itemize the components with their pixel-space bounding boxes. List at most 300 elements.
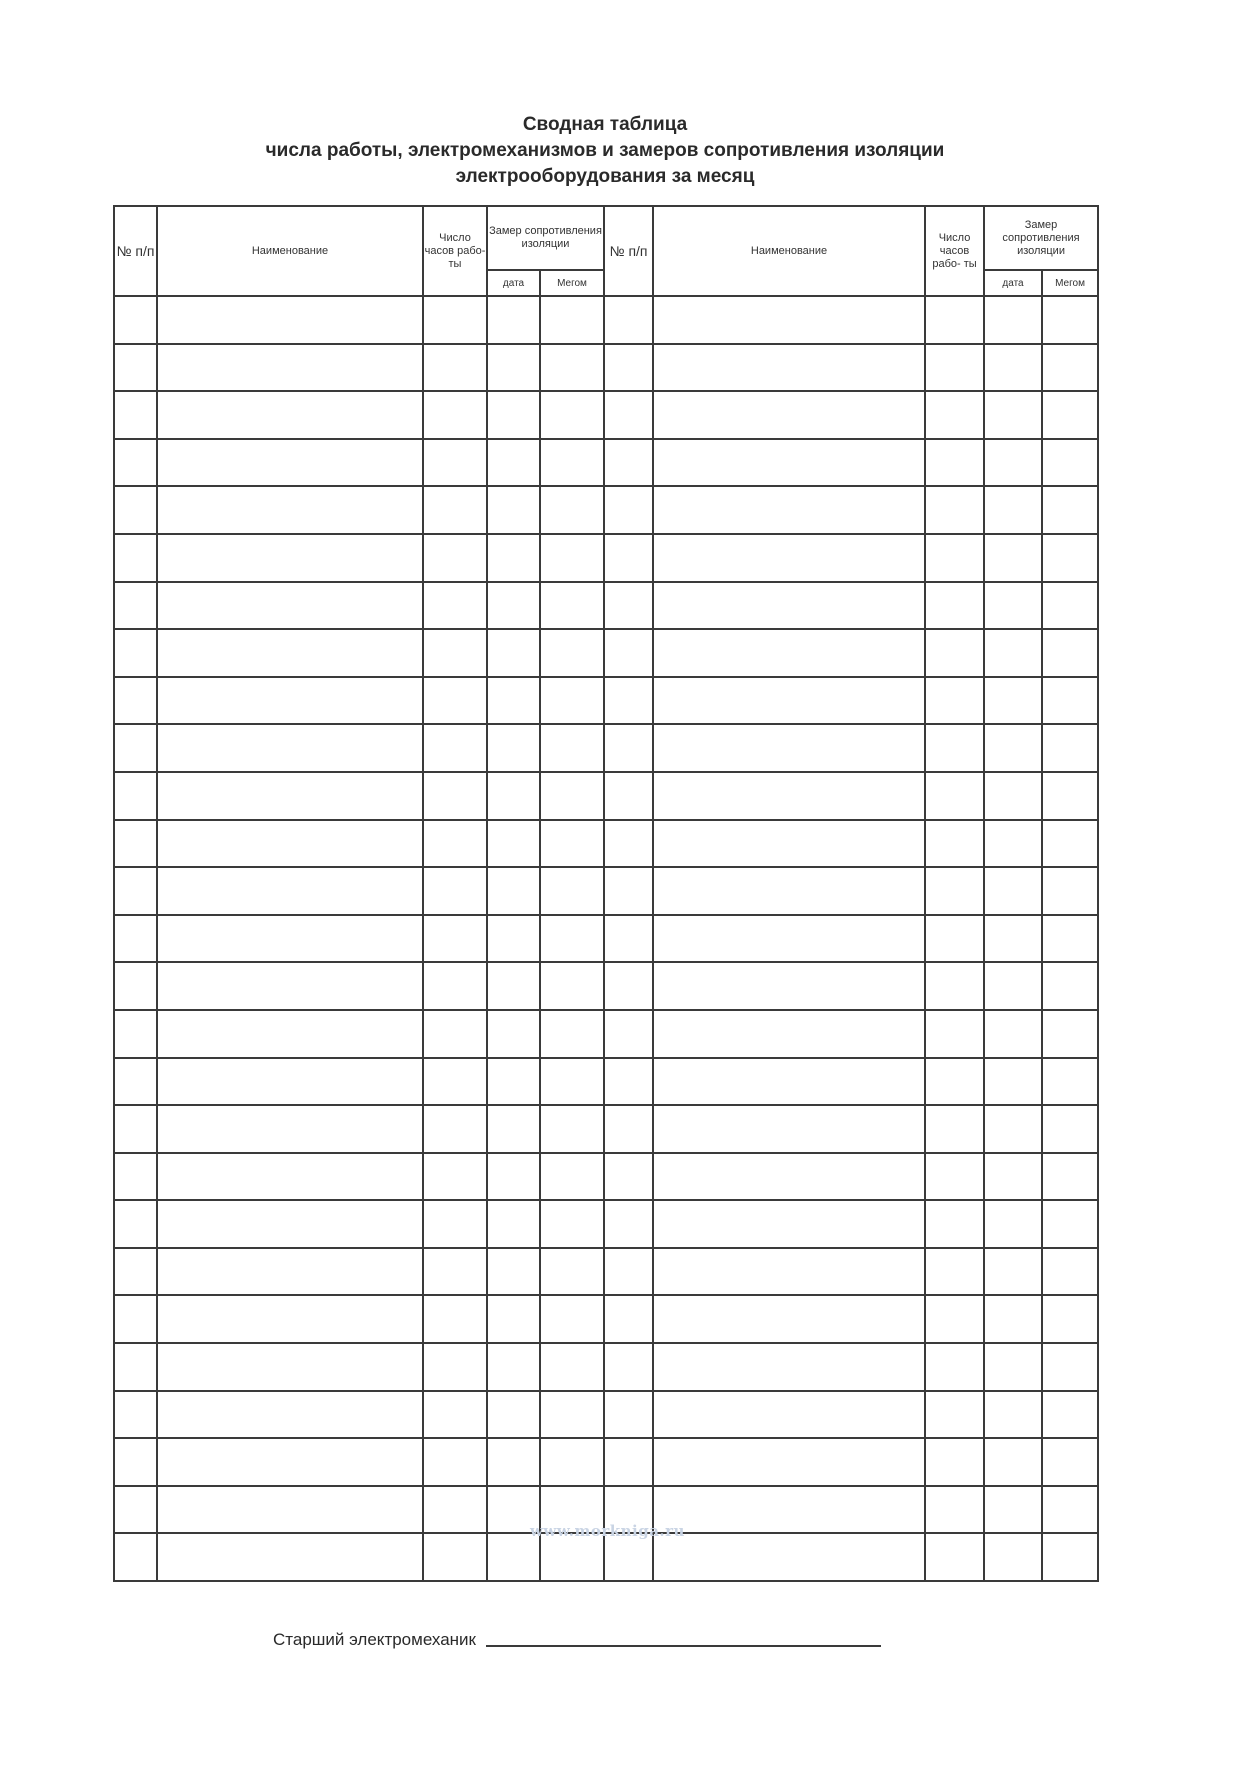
table-row [114, 962, 1098, 1010]
cell-date-left[interactable] [487, 867, 540, 915]
cell-date-left[interactable] [487, 1533, 540, 1581]
cell-megohm-right[interactable] [1042, 1200, 1098, 1248]
cell-megohm-right[interactable] [1042, 1153, 1098, 1201]
cell-megohm-left[interactable] [540, 1153, 604, 1201]
cell-hours-left[interactable] [423, 629, 487, 677]
cell-megohm-right[interactable] [1042, 1533, 1098, 1581]
cell-date-left[interactable] [487, 1295, 540, 1343]
cell-num-left[interactable] [114, 629, 157, 677]
cell-date-right[interactable] [984, 1295, 1042, 1343]
cell-date-left[interactable] [487, 1105, 540, 1153]
cell-date-right[interactable] [984, 1438, 1042, 1486]
cell-hours-left[interactable] [423, 677, 487, 725]
cell-date-left[interactable] [487, 1010, 540, 1058]
cell-date-right[interactable] [984, 1105, 1042, 1153]
cell-hours-right[interactable] [925, 1153, 984, 1201]
cell-name-left[interactable] [157, 867, 423, 915]
cell-date-left[interactable] [487, 772, 540, 820]
cell-name-left[interactable] [157, 1486, 423, 1534]
cell-name-left[interactable] [157, 1438, 423, 1486]
cell-date-left[interactable] [487, 962, 540, 1010]
cell-name-left[interactable] [157, 677, 423, 725]
cell-hours-left[interactable] [423, 1248, 487, 1296]
cell-name-left[interactable] [157, 344, 423, 392]
cell-name-right[interactable] [653, 391, 925, 439]
cell-date-left[interactable] [487, 296, 540, 344]
cell-name-right[interactable] [653, 1010, 925, 1058]
cell-num-right[interactable] [604, 772, 653, 820]
cell-name-right[interactable] [653, 1391, 925, 1439]
cell-hours-right[interactable] [925, 534, 984, 582]
cell-name-left[interactable] [157, 820, 423, 868]
cell-hours-left[interactable] [423, 1010, 487, 1058]
table-row [114, 1058, 1098, 1106]
cell-name-left[interactable] [157, 439, 423, 487]
cell-name-right[interactable] [653, 724, 925, 772]
cell-name-right[interactable] [653, 1200, 925, 1248]
cell-hours-left[interactable] [423, 1058, 487, 1106]
cell-megohm-right[interactable] [1042, 915, 1098, 963]
cell-date-left[interactable] [487, 439, 540, 487]
table-row [114, 820, 1098, 868]
cell-name-right[interactable] [653, 1533, 925, 1581]
cell-hours-left[interactable] [423, 962, 487, 1010]
cell-megohm-right[interactable] [1042, 391, 1098, 439]
title-line-2: числа работы, электромеханизмов и замеров сопротивления изоляции [265, 140, 945, 161]
cell-date-right[interactable] [984, 391, 1042, 439]
cell-hours-left[interactable] [423, 1343, 487, 1391]
cell-name-left[interactable] [157, 1010, 423, 1058]
cell-date-left[interactable] [487, 629, 540, 677]
cell-date-left[interactable] [487, 534, 540, 582]
cell-megohm-right[interactable] [1042, 486, 1098, 534]
cell-hours-right[interactable] [925, 1343, 984, 1391]
cell-name-left[interactable] [157, 486, 423, 534]
cell-megohm-right[interactable] [1042, 1105, 1098, 1153]
table-row [114, 1200, 1098, 1248]
cell-hours-right[interactable] [925, 1200, 984, 1248]
table-row [114, 1105, 1098, 1153]
cell-name-right[interactable] [653, 439, 925, 487]
cell-hours-left[interactable] [423, 1533, 487, 1581]
cell-date-right[interactable] [984, 1391, 1042, 1439]
cell-hours-left[interactable] [423, 1105, 487, 1153]
cell-num-right[interactable] [604, 962, 653, 1010]
cell-hours-left[interactable] [423, 296, 487, 344]
cell-date-right[interactable] [984, 962, 1042, 1010]
cell-num-left[interactable] [114, 1200, 157, 1248]
cell-megohm-right[interactable] [1042, 1391, 1098, 1439]
cell-num-left[interactable] [114, 344, 157, 392]
cell-megohm-right[interactable] [1042, 724, 1098, 772]
cell-hours-right[interactable] [925, 867, 984, 915]
cell-name-right[interactable] [653, 486, 925, 534]
cell-name-right[interactable] [653, 1058, 925, 1106]
cell-megohm-right[interactable] [1042, 1295, 1098, 1343]
header-row [114, 206, 1098, 270]
cell-megohm-left[interactable] [540, 915, 604, 963]
table-row [114, 629, 1098, 677]
cell-date-left[interactable] [487, 1248, 540, 1296]
cell-date-right[interactable] [984, 772, 1042, 820]
cell-hours-left[interactable] [423, 486, 487, 534]
cell-date-right[interactable] [984, 1200, 1042, 1248]
table-row [114, 391, 1098, 439]
cell-hours-left[interactable] [423, 1438, 487, 1486]
cell-num-left[interactable] [114, 1438, 157, 1486]
cell-name-left[interactable] [157, 1533, 423, 1581]
cell-num-right[interactable] [604, 1105, 653, 1153]
cell-name-left[interactable] [157, 629, 423, 677]
cell-num-right[interactable] [604, 1200, 653, 1248]
cell-name-left[interactable] [157, 1391, 423, 1439]
cell-date-right[interactable] [984, 1248, 1042, 1296]
signature-block [273, 1630, 881, 1650]
cell-megohm-right[interactable] [1042, 867, 1098, 915]
watermark: www.morkniga.ru [530, 1522, 685, 1540]
cell-date-left[interactable] [487, 820, 540, 868]
cell-num-right[interactable] [604, 582, 653, 630]
cell-hours-right[interactable] [925, 629, 984, 677]
cell-megohm-left[interactable] [540, 724, 604, 772]
cell-hours-left[interactable] [423, 344, 487, 392]
cell-megohm-right[interactable] [1042, 1010, 1098, 1058]
cell-num-left[interactable] [114, 1153, 157, 1201]
cell-megohm-right[interactable] [1042, 296, 1098, 344]
cell-megohm-right[interactable] [1042, 439, 1098, 487]
cell-name-right[interactable] [653, 1153, 925, 1201]
cell-date-left[interactable] [487, 677, 540, 725]
cell-megohm-left[interactable] [540, 296, 604, 344]
cell-name-left[interactable] [157, 1295, 423, 1343]
cell-num-left[interactable] [114, 820, 157, 868]
cell-date-right[interactable] [984, 1153, 1042, 1201]
cell-num-left[interactable] [114, 867, 157, 915]
cell-megohm-left[interactable] [540, 1295, 604, 1343]
cell-megohm-right[interactable] [1042, 534, 1098, 582]
cell-megohm-left[interactable] [540, 1343, 604, 1391]
cell-num-right[interactable] [604, 1153, 653, 1201]
cell-date-left[interactable] [487, 391, 540, 439]
cell-hours-right[interactable] [925, 1391, 984, 1439]
cell-name-right[interactable] [653, 915, 925, 963]
cell-megohm-right[interactable] [1042, 629, 1098, 677]
cell-num-left[interactable] [114, 582, 157, 630]
cell-num-left[interactable] [114, 534, 157, 582]
cell-name-right[interactable] [653, 582, 925, 630]
cell-num-left[interactable] [114, 391, 157, 439]
cell-megohm-left[interactable] [540, 1438, 604, 1486]
cell-date-left[interactable] [487, 486, 540, 534]
cell-hours-right[interactable] [925, 296, 984, 344]
cell-hours-left[interactable] [423, 915, 487, 963]
cell-megohm-right[interactable] [1042, 1058, 1098, 1106]
cell-num-left[interactable] [114, 772, 157, 820]
table-row [114, 724, 1098, 772]
cell-hours-left[interactable] [423, 582, 487, 630]
cell-hours-right[interactable] [925, 344, 984, 392]
table-row [114, 1343, 1098, 1391]
cell-num-left[interactable] [114, 724, 157, 772]
cell-date-right[interactable] [984, 1010, 1042, 1058]
cell-num-right[interactable] [604, 1058, 653, 1106]
document-title [0, 112, 1210, 190]
cell-hours-right[interactable] [925, 486, 984, 534]
table-row [114, 1533, 1098, 1581]
cell-name-right[interactable] [653, 296, 925, 344]
cell-hours-right[interactable] [925, 915, 984, 963]
cell-hours-right[interactable] [925, 820, 984, 868]
cell-megohm-right[interactable] [1042, 344, 1098, 392]
cell-date-left[interactable] [487, 1343, 540, 1391]
cell-hours-right[interactable] [925, 1248, 984, 1296]
cell-date-right[interactable] [984, 439, 1042, 487]
cell-hours-left[interactable] [423, 391, 487, 439]
cell-date-right[interactable] [984, 724, 1042, 772]
cell-name-right[interactable] [653, 344, 925, 392]
cell-megohm-left[interactable] [540, 534, 604, 582]
cell-megohm-left[interactable] [540, 1200, 604, 1248]
cell-num-right[interactable] [604, 1533, 653, 1581]
cell-megohm-left[interactable] [540, 1533, 604, 1581]
cell-hours-right[interactable] [925, 1486, 984, 1534]
cell-hours-left[interactable] [423, 1295, 487, 1343]
header-num-left: № п/п [114, 206, 157, 296]
cell-date-left[interactable] [487, 1153, 540, 1201]
cell-date-right[interactable] [984, 867, 1042, 915]
cell-hours-left[interactable] [423, 772, 487, 820]
cell-megohm-left[interactable] [540, 867, 604, 915]
signature-line[interactable] [486, 1645, 881, 1647]
cell-hours-right[interactable] [925, 391, 984, 439]
cell-num-right[interactable] [604, 1343, 653, 1391]
cell-num-right[interactable] [604, 629, 653, 677]
cell-date-right[interactable] [984, 915, 1042, 963]
cell-hours-right[interactable] [925, 1438, 984, 1486]
cell-date-right[interactable] [984, 629, 1042, 677]
cell-hours-left[interactable] [423, 724, 487, 772]
cell-date-right[interactable] [984, 820, 1042, 868]
cell-num-right[interactable] [604, 1391, 653, 1439]
table-row [114, 582, 1098, 630]
cell-megohm-right[interactable] [1042, 582, 1098, 630]
cell-hours-right[interactable] [925, 962, 984, 1010]
cell-num-right[interactable] [604, 677, 653, 725]
cell-num-left[interactable] [114, 1343, 157, 1391]
cell-name-right[interactable] [653, 629, 925, 677]
cell-hours-right[interactable] [925, 1533, 984, 1581]
cell-megohm-right[interactable] [1042, 820, 1098, 868]
cell-megohm-left[interactable] [540, 820, 604, 868]
cell-num-right[interactable] [604, 1295, 653, 1343]
cell-date-left[interactable] [487, 1438, 540, 1486]
cell-num-right[interactable] [604, 296, 653, 344]
cell-date-right[interactable] [984, 1533, 1042, 1581]
cell-name-left[interactable] [157, 582, 423, 630]
cell-num-right[interactable] [604, 486, 653, 534]
cell-hours-right[interactable] [925, 582, 984, 630]
cell-hours-left[interactable] [423, 820, 487, 868]
cell-date-left[interactable] [487, 724, 540, 772]
cell-num-left[interactable] [114, 1105, 157, 1153]
cell-date-left[interactable] [487, 582, 540, 630]
cell-hours-left[interactable] [423, 1391, 487, 1439]
table-row [114, 1248, 1098, 1296]
cell-hours-right[interactable] [925, 1105, 984, 1153]
cell-megohm-left[interactable] [540, 439, 604, 487]
cell-num-left[interactable] [114, 962, 157, 1010]
cell-num-left[interactable] [114, 1010, 157, 1058]
cell-num-right[interactable] [604, 1438, 653, 1486]
cell-num-left[interactable] [114, 915, 157, 963]
cell-megohm-left[interactable] [540, 344, 604, 392]
cell-name-right[interactable] [653, 962, 925, 1010]
header-name-left: Наименование [157, 206, 423, 296]
cell-date-left[interactable] [487, 1391, 540, 1439]
header-date-left: дата [487, 270, 540, 296]
cell-hours-right[interactable] [925, 724, 984, 772]
cell-megohm-right[interactable] [1042, 1486, 1098, 1534]
table-row [114, 439, 1098, 487]
cell-num-right[interactable] [604, 391, 653, 439]
cell-num-left[interactable] [114, 296, 157, 344]
table-row [114, 534, 1098, 582]
cell-hours-left[interactable] [423, 867, 487, 915]
table-row [114, 344, 1098, 392]
cell-name-right[interactable] [653, 534, 925, 582]
cell-megohm-right[interactable] [1042, 1343, 1098, 1391]
cell-name-left[interactable] [157, 296, 423, 344]
cell-name-right[interactable] [653, 677, 925, 725]
cell-megohm-left[interactable] [540, 1248, 604, 1296]
cell-megohm-left[interactable] [540, 772, 604, 820]
cell-name-right[interactable] [653, 867, 925, 915]
cell-name-left[interactable] [157, 1058, 423, 1106]
cell-hours-right[interactable] [925, 1058, 984, 1106]
cell-name-right[interactable] [653, 1486, 925, 1534]
header-megohm-left: Мегом [540, 270, 604, 296]
cell-megohm-right[interactable] [1042, 677, 1098, 725]
cell-date-left[interactable] [487, 915, 540, 963]
cell-date-right[interactable] [984, 344, 1042, 392]
cell-date-right[interactable] [984, 1343, 1042, 1391]
cell-num-right[interactable] [604, 344, 653, 392]
cell-name-right[interactable] [653, 820, 925, 868]
cell-megohm-left[interactable] [540, 677, 604, 725]
cell-hours-left[interactable] [423, 1200, 487, 1248]
cell-megohm-left[interactable] [540, 1105, 604, 1153]
cell-name-left[interactable] [157, 915, 423, 963]
cell-megohm-left[interactable] [540, 391, 604, 439]
cell-name-right[interactable] [653, 1295, 925, 1343]
cell-megohm-left[interactable] [540, 1058, 604, 1106]
cell-name-left[interactable] [157, 1153, 423, 1201]
cell-hours-right[interactable] [925, 772, 984, 820]
cell-name-right[interactable] [653, 772, 925, 820]
cell-name-left[interactable] [157, 1343, 423, 1391]
cell-num-left[interactable] [114, 1295, 157, 1343]
header-name-right: Наименование [653, 206, 925, 296]
cell-num-left[interactable] [114, 486, 157, 534]
cell-num-right[interactable] [604, 1248, 653, 1296]
cell-hours-right[interactable] [925, 439, 984, 487]
cell-name-right[interactable] [653, 1248, 925, 1296]
cell-name-right[interactable] [653, 1105, 925, 1153]
cell-megohm-right[interactable] [1042, 1438, 1098, 1486]
cell-megohm-left[interactable] [540, 1010, 604, 1058]
cell-date-right[interactable] [984, 1058, 1042, 1106]
cell-date-right[interactable] [984, 534, 1042, 582]
cell-num-left[interactable] [114, 1058, 157, 1106]
cell-date-left[interactable] [487, 1058, 540, 1106]
cell-hours-left[interactable] [423, 439, 487, 487]
cell-name-left[interactable] [157, 1248, 423, 1296]
cell-megohm-right[interactable] [1042, 1248, 1098, 1296]
table-row [114, 1010, 1098, 1058]
cell-num-left[interactable] [114, 439, 157, 487]
cell-name-left[interactable] [157, 391, 423, 439]
summary-table [113, 205, 1099, 1582]
cell-megohm-right[interactable] [1042, 772, 1098, 820]
table-row [114, 867, 1098, 915]
cell-hours-right[interactable] [925, 677, 984, 725]
cell-num-left[interactable] [114, 677, 157, 725]
cell-hours-right[interactable] [925, 1010, 984, 1058]
cell-hours-left[interactable] [423, 534, 487, 582]
cell-date-left[interactable] [487, 344, 540, 392]
cell-num-left[interactable] [114, 1533, 157, 1581]
cell-num-left[interactable] [114, 1248, 157, 1296]
cell-num-right[interactable] [604, 724, 653, 772]
cell-num-right[interactable] [604, 439, 653, 487]
table-row [114, 296, 1098, 344]
cell-date-left[interactable] [487, 1200, 540, 1248]
cell-name-left[interactable] [157, 1105, 423, 1153]
header-date-right: дата [984, 270, 1042, 296]
cell-date-right[interactable] [984, 486, 1042, 534]
cell-megohm-left[interactable] [540, 1391, 604, 1439]
cell-name-left[interactable] [157, 534, 423, 582]
cell-date-right[interactable] [984, 677, 1042, 725]
cell-megohm-left[interactable] [540, 962, 604, 1010]
cell-name-left[interactable] [157, 724, 423, 772]
cell-num-right[interactable] [604, 915, 653, 963]
cell-num-left[interactable] [114, 1391, 157, 1439]
cell-hours-left[interactable] [423, 1153, 487, 1201]
cell-num-left[interactable] [114, 1486, 157, 1534]
cell-hours-left[interactable] [423, 1486, 487, 1534]
cell-date-right[interactable] [984, 1486, 1042, 1534]
cell-name-left[interactable] [157, 962, 423, 1010]
cell-megohm-right[interactable] [1042, 962, 1098, 1010]
cell-num-right[interactable] [604, 820, 653, 868]
cell-hours-right[interactable] [925, 1295, 984, 1343]
header-megohm-right: Мегом [1042, 270, 1098, 296]
cell-name-left[interactable] [157, 1200, 423, 1248]
cell-name-right[interactable] [653, 1343, 925, 1391]
cell-num-right[interactable] [604, 1010, 653, 1058]
cell-name-left[interactable] [157, 772, 423, 820]
cell-num-right[interactable] [604, 867, 653, 915]
cell-num-right[interactable] [604, 534, 653, 582]
cell-name-right[interactable] [653, 1438, 925, 1486]
cell-date-right[interactable] [984, 296, 1042, 344]
cell-megohm-left[interactable] [540, 629, 604, 677]
cell-date-right[interactable] [984, 582, 1042, 630]
cell-megohm-left[interactable] [540, 486, 604, 534]
cell-megohm-left[interactable] [540, 582, 604, 630]
header-hours-right: Число часов рабо- ты [925, 206, 984, 296]
